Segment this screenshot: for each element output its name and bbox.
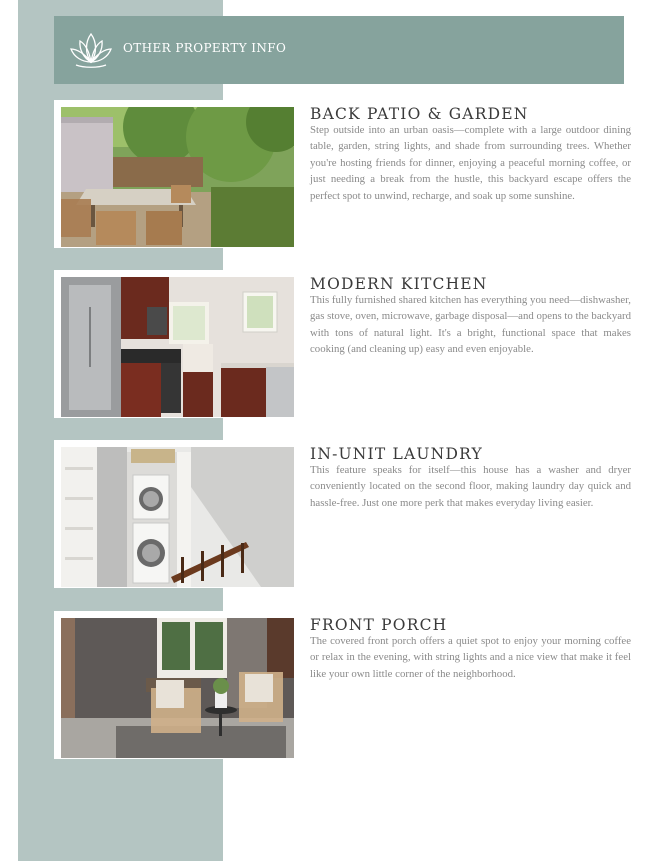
section-description: This feature speaks for itself—this house has a washer and dryer conveniently located on the second floor, making laundry day quick and hassle-free. Just one more perk that makes everyday living easier. <box>310 464 631 509</box>
section-title: FRONT PORCH <box>310 616 448 634</box>
header-bar <box>54 16 624 84</box>
patio-photo-frame <box>54 100 301 248</box>
kitchen-photo-frame <box>54 270 301 418</box>
patio-garden-photo <box>61 107 294 247</box>
section-description: The covered front porch offers a quiet spot to enjoy your morning coffee or relax in the evening, with string lights and a nice view that make it feel like your own little corner of the neighborhood. <box>310 635 631 680</box>
kitchen-photo <box>61 277 294 417</box>
section-description: This fully furnished shared kitchen has everything you need—dishwasher, gas stove, oven, microwave, garbage disposal—and opens to the backyard with tons of natural light. It's a bright, functional space that makes cooking (and cleaning up) easy and even enjoyable. <box>310 294 631 356</box>
laundry-photo-frame <box>54 440 301 588</box>
section-title: BACK PATIO & GARDEN <box>310 105 529 123</box>
porch-photo-frame <box>54 611 301 759</box>
lotus-icon <box>68 30 114 70</box>
section-title: MODERN KITCHEN <box>310 275 488 293</box>
section-title: IN-UNIT LAUNDRY <box>310 445 483 463</box>
section-description: Step outside into an urban oasis—complete with a large outdoor dining table, garden, string lights, and shade from surrounding trees. Whether you're hosting friends for dinner, enjoying a peaceful morning coffee, or just needing a break from the hustle, this backyard escape offers the perfect spot to unwind, recharge, and soak up some sunshine. <box>310 124 631 202</box>
front-porch-photo <box>61 618 294 758</box>
header-title: OTHER PROPERTY INFO <box>123 41 287 55</box>
laundry-photo <box>61 447 294 587</box>
